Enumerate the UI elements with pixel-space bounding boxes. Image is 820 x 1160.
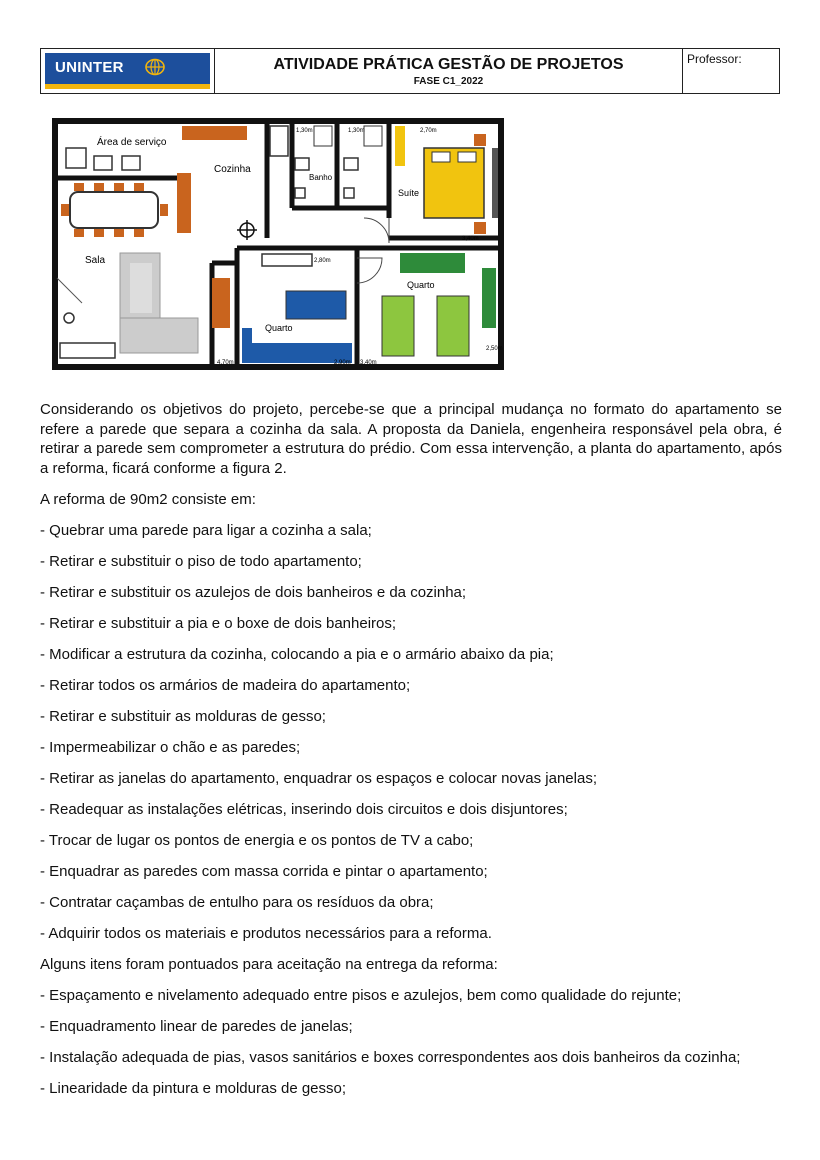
title-cell [215,49,683,93]
label-quarto-1: Quarto [265,323,293,333]
bed-single-green-1 [382,296,414,356]
label-area-servico: Área de serviço [97,137,167,148]
svg-text:2,80m: 2,80m [314,258,331,264]
list-item: - Contratar caçambas de entulho para os resíduos da obra; [40,894,434,911]
list-item: - Readequar as instalações elétricas, inserindo dois circuitos e dois disjuntores; [40,801,568,818]
list-item: - Retirar e substituir os azulejos de dois banheiros e da cozinha; [40,584,467,601]
intro-paragraph: Considerando os objetivos do projeto, percebe-se que a principal mudança no formato do apartamento se refere a parede que separa a cozinha da sala. A proposta da Daniela, engenheira responsável pela obra, é retirar a parede sem comprometer a estrutura do prédio. Com essa intervenção, a planta do apartamento, após a reforma, ficará conforme a figura 2. [40,401,782,477]
list-item: - Impermeabilizar o chão e as paredes; [40,739,301,756]
logo-cell [41,49,215,93]
page-title: ATIVIDADE PRÁTICA GESTÃO DE PROJETOS [273,56,624,73]
wardrobe [212,278,230,328]
professor-field: Professor: [687,52,742,66]
bed-single-green-2 [437,296,469,356]
tv-stand [60,343,115,358]
bed-single-blue [286,291,346,319]
label-sala: Sala [85,255,106,266]
floor-plan [52,118,504,370]
svg-text:4,70m: 4,70m [217,360,234,366]
list-item: - Adquirir todos os materiais e produtos necessários para a reforma. [40,925,492,942]
list-item: - Quebrar uma parede para ligar a cozinha a sala; [40,522,372,539]
svg-text:2,50m: 2,50m [486,346,503,352]
kitchen-sink [270,126,288,156]
list-item: - Trocar de lugar os pontos de energia e os pontos de TV a cabo; [40,832,474,849]
document-header [40,48,780,94]
list-item: - Retirar todos os armários de madeira do apartamento; [40,677,411,694]
list-item: - Espaçamento e nivelamento adequado entre pisos e azulejos, bem como qualidade do rejunte; [40,987,682,1004]
logo-stripe [45,84,210,89]
svg-text:2,70m: 2,70m [420,128,437,134]
reform-heading: A reforma de 90m2 consiste em: [40,491,256,508]
svg-text:3,40m: 3,40m [360,360,377,366]
svg-text:2,90m: 2,90m [334,360,351,366]
acceptance-heading: Alguns itens foram pontuados para aceitação na entrega da reforma: [40,956,498,973]
wardrobe-green [400,253,465,273]
list-item: - Retirar e substituir a pia e o boxe de dois banheiros; [40,615,397,632]
page-subtitle: FASE C1_2022 [413,76,484,87]
list-item: - Linearidade da pintura e molduras de gesso; [40,1080,347,1097]
suite-wardrobe [395,126,405,166]
list-item: - Retirar as janelas do apartamento, enquadrar os espaços e colocar novas janelas; [40,770,597,787]
list-item: - Retirar e substituir o piso de todo apartamento; [40,553,362,570]
svg-text:1,30m: 1,30m [348,128,365,134]
list-item: - Enquadramento linear de paredes de janelas; [40,1018,353,1035]
label-banho: Banho [309,173,333,182]
kitchen-counter [182,126,247,140]
list-item: - Instalação adequada de pias, vasos sanitários e boxes correspondentes aos dois banheiros da cozinha; [40,1049,741,1066]
logo-text: UNINTER [55,59,124,76]
counter-bar [177,173,191,233]
desk [262,254,312,266]
document-body [40,400,782,1110]
svg-text:1,30m: 1,30m [296,128,313,134]
list-item: - Retirar e substituir as molduras de gesso; [40,708,326,725]
label-cozinha: Cozinha [214,164,251,175]
label-quarto-2: Quarto [407,280,435,290]
globe-icon [145,58,165,76]
list-item: - Enquadrar as paredes com massa corrida e pintar o apartamento; [40,863,488,880]
label-suite: Suíte [398,188,420,198]
svg-text:3,40m: 3,40m [462,236,479,242]
list-item: - Modificar a estrutura da cozinha, colocando a pia e o armário abaixo da pia; [40,646,554,663]
washing-machine [66,148,86,168]
